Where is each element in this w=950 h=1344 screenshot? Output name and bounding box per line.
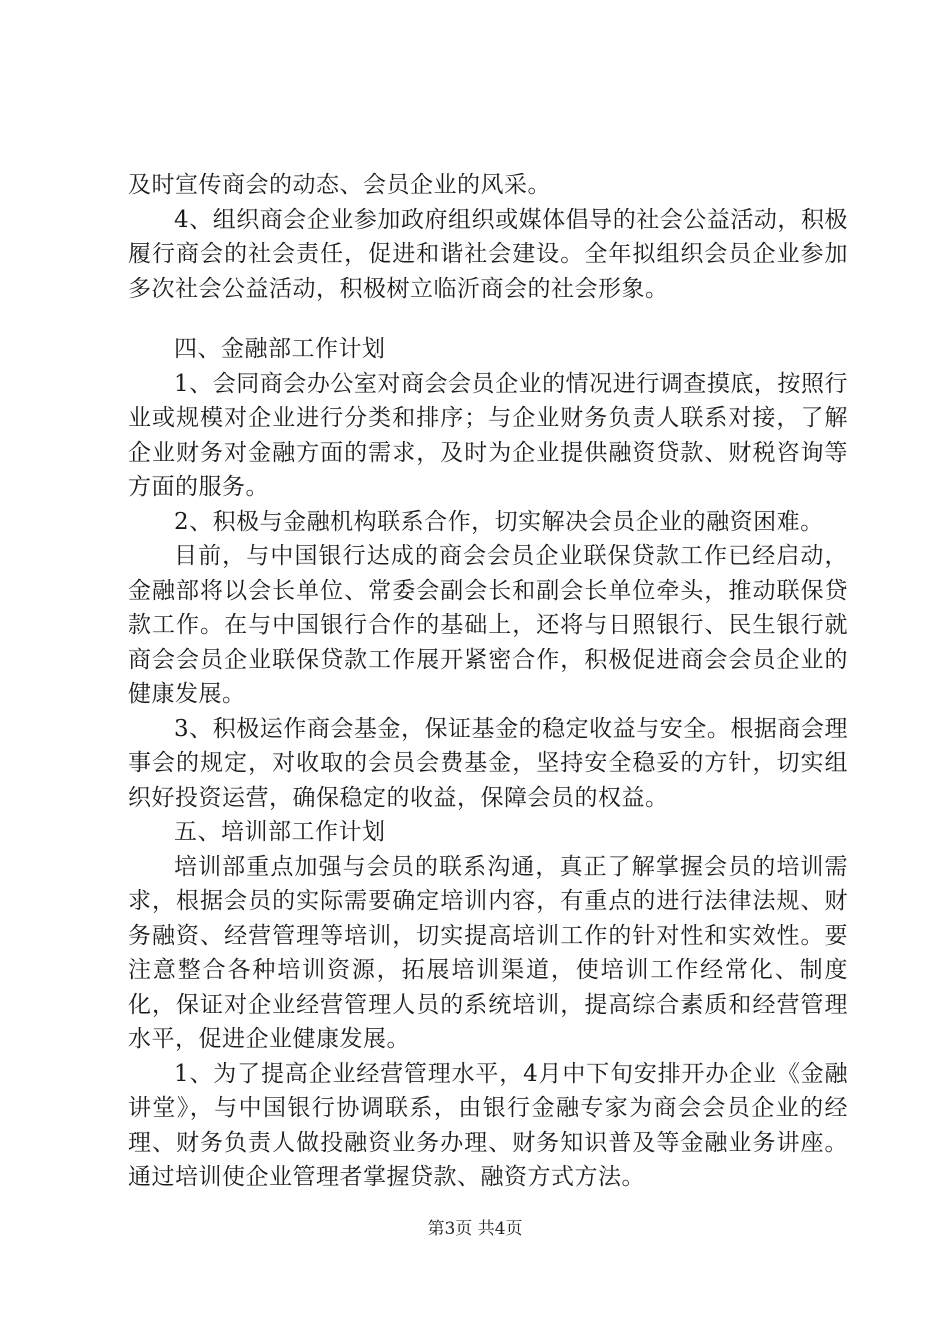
section-heading-finance: 四、金融部工作计划	[174, 336, 386, 362]
paragraph-finance-current: 目前，与中国银行达成的商会会员企业联保贷款工作已经启动，金融部将以会长单位、常委会副会长和副会长单位牵头，推动联保贷款工作。在与中国银行合作的基础上，还将与日照银行、民生银行就商会会员企业联保贷款工作展开紧密合作，积极促进商会会员企业的健康发展。	[128, 543, 848, 707]
paragraph-finance-item-1: 1、会同商会办公室对商会会员企业的情况进行调查摸底，按照行业或规模对企业进行分类和排序；与企业财务负责人联系对接，了解企业财务对金融方面的需求，及时为企业提供融资贷款、财税咨询等方面的服务。	[128, 370, 848, 500]
page-footer: 第3页 共4页	[427, 1219, 523, 1239]
section-gap	[128, 306, 848, 332]
document-body	[128, 168, 848, 1195]
paragraph-finance-item-2: 2、积极与金融机构联系合作，切实解决会员企业的融资困难。	[174, 508, 824, 535]
paragraph-continuation: 及时宣传商会的动态、会员企业的风采。	[128, 172, 551, 198]
paragraph-finance-item-3: 3、积极运作商会基金，保证基金的稳定收益与安全。根据商会理事会的规定，对收取的会员会费基金，坚持安全稳妥的方针，切实组织好投资运营，确保稳定的收益，保障会员的权益。	[128, 715, 848, 811]
section-heading-training: 五、培训部工作计划	[174, 819, 386, 845]
paragraph-item-4: 4、组织商会企业参加政府组织或媒体倡导的社会公益活动，积极履行商会的社会责任，促进和谐社会建设。全年拟组织会员企业参加多次社会公益活动，积极树立临沂商会的社会形象。	[128, 206, 848, 302]
paragraph-training-item-1: 1、为了提高企业经营管理水平，4月中下旬安排开办企业《金融讲堂》，与中国银行协调联系，由银行金融专家为商会会员企业的经理、财务负责人做投融资业务办理、财务知识普及等金融业务讲座。通过培训使企业管理者掌握贷款、融资方式方法。	[128, 1060, 848, 1190]
paragraph-training-intro: 培训部重点加强与会员的联系沟通，真正了解掌握会员的培训需求，根据会员的实际需要确定培训内容，有重点的进行法律法规、财务融资、经营管理等培训，切实提高培训工作的针对性和实效性。要注意整合各种培训资源，拓展培训渠道，使培训工作经常化、制度化，保证对企业经营管理人员的系统培训，提高综合素质和经营管理水平，促进企业健康发展。	[128, 853, 848, 1052]
